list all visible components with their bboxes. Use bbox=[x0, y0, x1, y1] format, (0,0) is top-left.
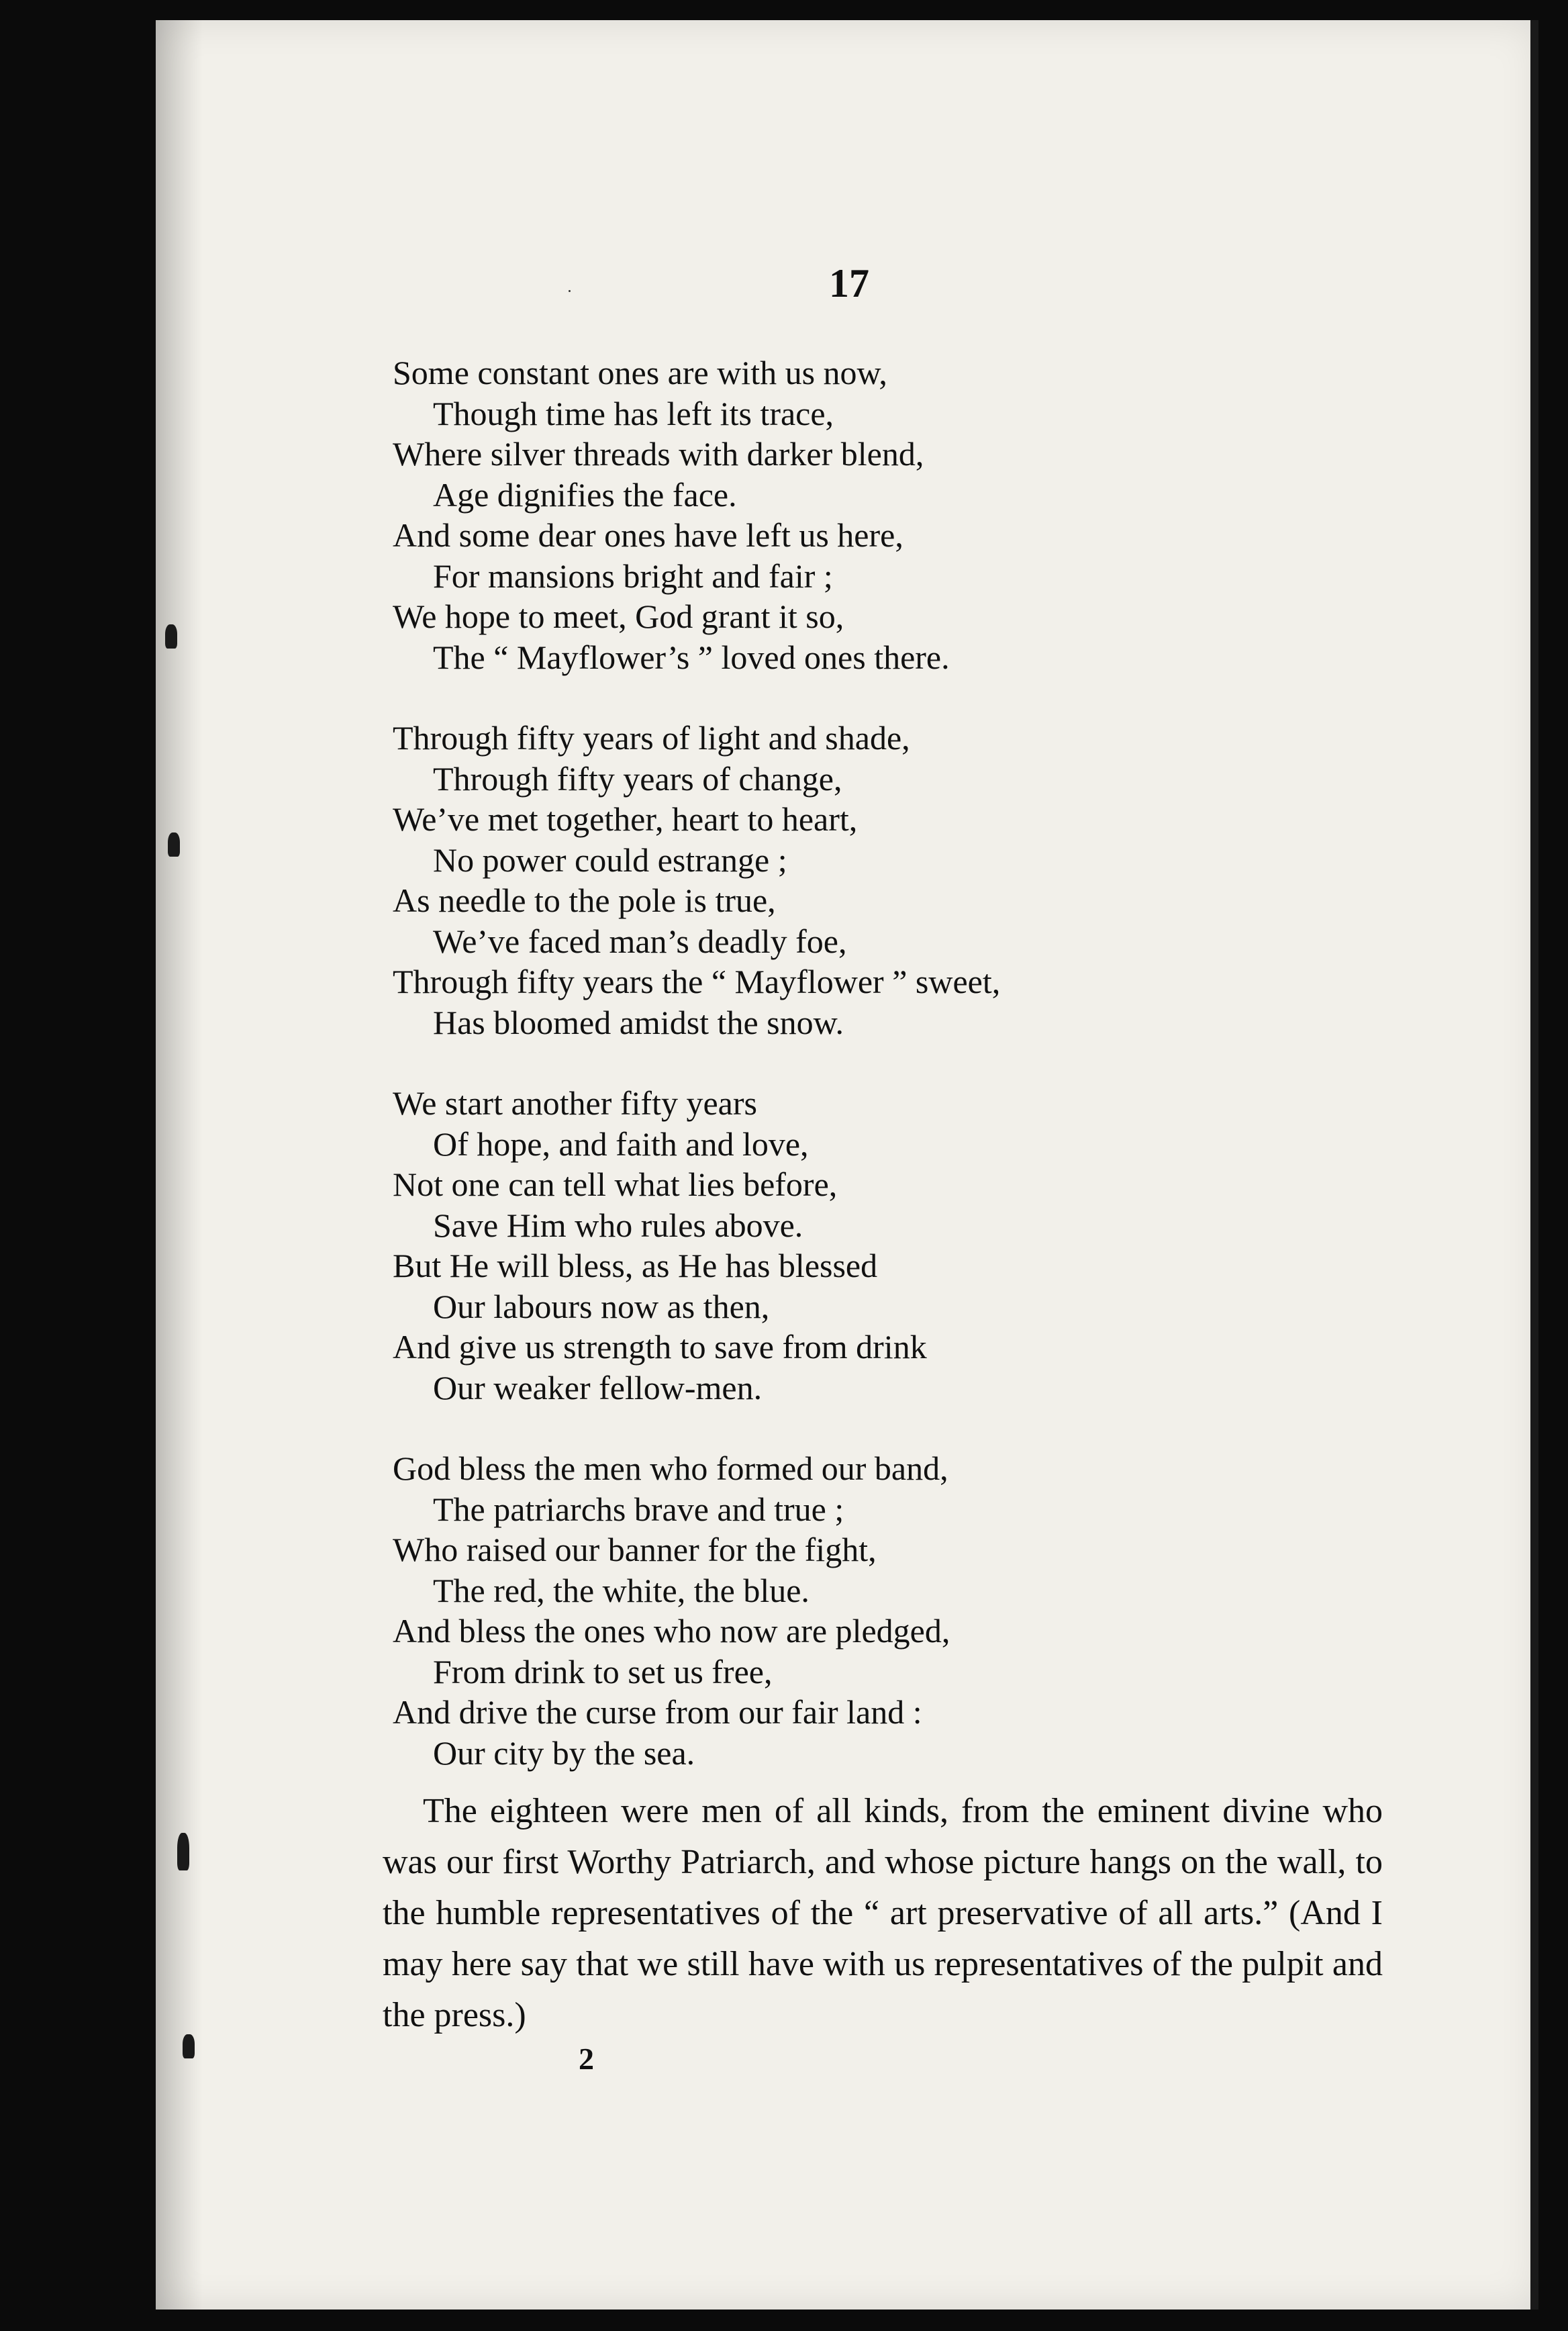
poem-line: We start another fifty years bbox=[393, 1084, 757, 1122]
poem-line: We hope to meet, God grant it so, bbox=[393, 598, 844, 635]
gutter-shadow bbox=[156, 20, 203, 2310]
poem-line: The red, the white, the blue. bbox=[433, 1571, 810, 1609]
poem-line: Our weaker fellow-men. bbox=[433, 1368, 763, 1407]
page-number: 17 bbox=[829, 261, 869, 305]
poem bbox=[393, 352, 1386, 1813]
poem-stanza-2 bbox=[393, 718, 1386, 1043]
poem-line: Has bloomed amidst the snow. bbox=[433, 1003, 844, 1041]
poem-line: Some constant ones are with us now, bbox=[393, 354, 887, 391]
poem-line: Not one can tell what lies before, bbox=[393, 1166, 838, 1203]
poem-line: Age dignifies the face. bbox=[433, 475, 737, 514]
poem-line: And give us strength to save from drink bbox=[393, 1328, 927, 1366]
poem-line: God bless the men who formed our band, bbox=[393, 1449, 948, 1487]
poem-line: Through fifty years of light and shade, bbox=[393, 719, 910, 757]
binding-hole bbox=[183, 2034, 195, 2058]
binding-hole bbox=[165, 624, 177, 649]
poem-line: And some dear ones have left us here, bbox=[393, 516, 903, 554]
ink-speck bbox=[569, 290, 571, 292]
poem-line: We’ve met together, heart to heart, bbox=[393, 800, 858, 838]
poem-stanza-1 bbox=[393, 352, 1386, 677]
poem-line: Through fifty years of change, bbox=[433, 759, 842, 798]
prose-paragraph: The eighteen were men of all kinds, from the eminent divine who was our first Worthy Patriarch, and whose picture hangs on the wall, to the humble representatives of the “ art preservative of all arts.” (And I may here say that we still have with us representatives of the pulpit and the press.) bbox=[383, 1792, 1383, 2034]
binding-hole bbox=[168, 832, 180, 857]
poem-line: Who raised our banner for the fight, bbox=[393, 1531, 877, 1568]
poem-line: We’ve faced man’s deadly foe, bbox=[433, 922, 847, 960]
poem-line: Our labours now as then, bbox=[433, 1287, 770, 1325]
poem-line: No power could estrange ; bbox=[433, 841, 787, 879]
signature-mark: 2 bbox=[579, 2042, 594, 2076]
poem-line: Save Him who rules above. bbox=[433, 1206, 803, 1244]
page-edge bbox=[1530, 20, 1538, 2310]
poem-line: The patriarchs brave and true ; bbox=[433, 1490, 844, 1528]
poem-line: And drive the curse from our fair land : bbox=[393, 1693, 922, 1731]
poem-line: For mansions bright and fair ; bbox=[433, 557, 833, 595]
poem-line: Though time has left its trace, bbox=[433, 394, 834, 432]
poem-line: Through fifty years the “ Mayflower ” sweet, bbox=[393, 963, 1001, 1000]
poem-stanza-3 bbox=[393, 1083, 1386, 1408]
poem-line: And bless the ones who now are pledged, bbox=[393, 1612, 950, 1650]
poem-line: Our city by the sea. bbox=[433, 1733, 695, 1772]
binding-hole bbox=[177, 1833, 189, 1870]
poem-line: From drink to set us free, bbox=[433, 1652, 773, 1691]
poem-line: Where silver threads with darker blend, bbox=[393, 435, 924, 473]
poem-line: But He will bless, as He has blessed bbox=[393, 1247, 878, 1284]
poem-line: The “ Mayflower’s ” loved ones there. bbox=[433, 638, 950, 676]
poem-stanza-4 bbox=[393, 1448, 1386, 1773]
poem-line: As needle to the pole is true, bbox=[393, 882, 776, 919]
poem-line: Of hope, and faith and love, bbox=[433, 1125, 809, 1163]
